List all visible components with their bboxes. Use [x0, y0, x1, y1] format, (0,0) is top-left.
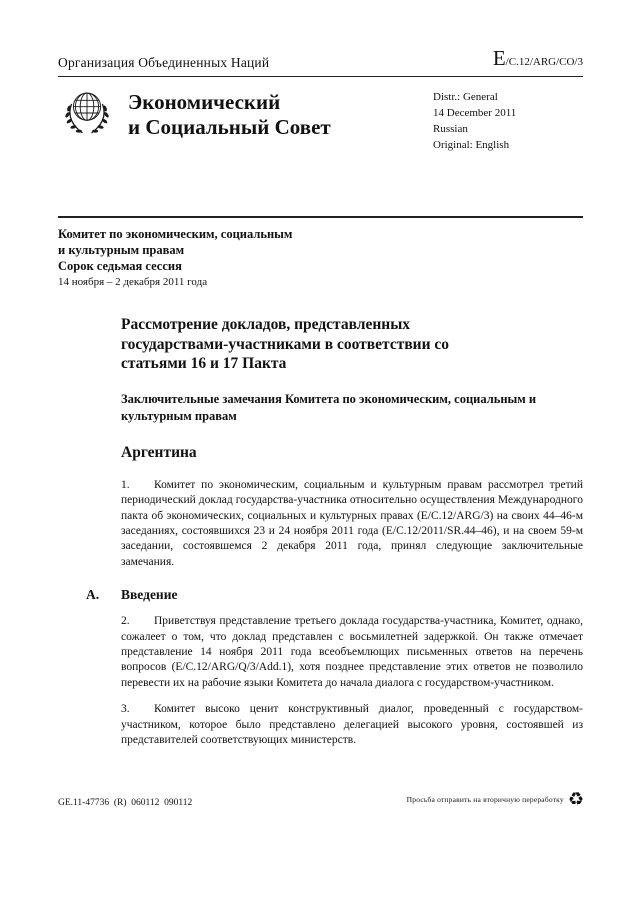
section-title: Введение: [121, 587, 178, 603]
paragraph-3-text: Комитет высоко ценит конструктивный диалог, проведенный с государством-участником, которое было представлено делегацией высокого уровня, состоявшей из представителей соответствующих министерств.: [121, 703, 583, 747]
section-letter: A.: [86, 587, 100, 603]
recycle-notice: [407, 790, 584, 808]
paragraph-1-text: Комитет по экономическим, социальным и культурным правам рассмотрел третий периодический доклад государства-участника относительно осуществления Международного пакта об экономических, социальных и культурных правах (E/C.12/ARG/3) на своих 44–46-м заседаниях, состоявшихся 23 и 24 ноября 2011 года (E/C.12/2011/SR.44–46), и на своем 59-м заседании, состоявшемся 2 декабря 2011 года, принял следующие заключительные замечания.: [121, 478, 583, 568]
paragraph-2-number: 2.: [121, 615, 130, 628]
committee-name-line1: Комитет по экономическим, социальным: [58, 226, 293, 241]
session-dates: 14 ноября – 2 декабря 2011 года: [58, 275, 208, 288]
distr-original: Original: English: [433, 138, 510, 151]
organization-name: Организация Объединенных Наций: [58, 55, 270, 70]
recycle-notice-text: Просьба отправить на вторичную переработку: [406, 794, 564, 804]
committee-block: [58, 226, 583, 289]
council-title-line2: и Социальный Совет: [128, 114, 331, 139]
session-title: Сорок седьмая сессия: [58, 258, 182, 273]
recycle-icon: ♻: [567, 789, 584, 809]
document-symbol-rest: /C.12/ARG/CO/3: [505, 56, 583, 68]
top-header-row: [58, 46, 583, 77]
document-title: Рассмотрение докладов, представленных государствами-участниками в соответствии со статьями 16 и 17 Пакта: [121, 315, 450, 373]
ge-reference: GE.11-47736 (R) 060112 090112: [58, 798, 193, 808]
masthead: [58, 86, 583, 154]
paragraph-3-number: 3.: [121, 703, 130, 716]
council-title: [128, 86, 331, 140]
un-emblem-icon: [58, 86, 116, 140]
page-footer: [58, 790, 584, 808]
document-subtitle: Заключительные замечания Комитета по экономическим, социальным и культурным правам: [121, 392, 537, 423]
paragraph-2: [121, 614, 583, 691]
committee-name-line2: и культурным правам: [58, 242, 185, 257]
distr-type: Distr.: General: [433, 91, 498, 103]
section-heading-a: [86, 587, 583, 603]
paragraph-1-number: 1.: [121, 478, 130, 491]
thick-divider: [58, 216, 583, 218]
distr-language: Russian: [433, 122, 468, 135]
paragraph-1: [121, 478, 583, 570]
paragraph-3: [121, 702, 583, 748]
distr-date: 14 December 2011: [433, 106, 517, 119]
document-symbol: [493, 46, 583, 71]
paragraph-2-text: Приветствуя представление третьего доклада государства-участника, Комитет, однако, сожалеет о том, что доклад представлен с восьмилетней задержкой. Он также отмечает представление 14 ноября 2011 года всеобъемлющих письменных ответов на перечень вопросов (E/C.12/ARG/Q/3/Add.1), хотя позднее представление этих ответов не позволило перевести их на рабочие языки Комитета до начала диалога с государством-участником.: [121, 615, 583, 689]
council-title-line1: Экономический: [128, 90, 281, 114]
document-symbol-large: E: [492, 46, 506, 70]
distribution-block: [433, 86, 583, 154]
country-heading: Аргентина: [121, 443, 197, 461]
